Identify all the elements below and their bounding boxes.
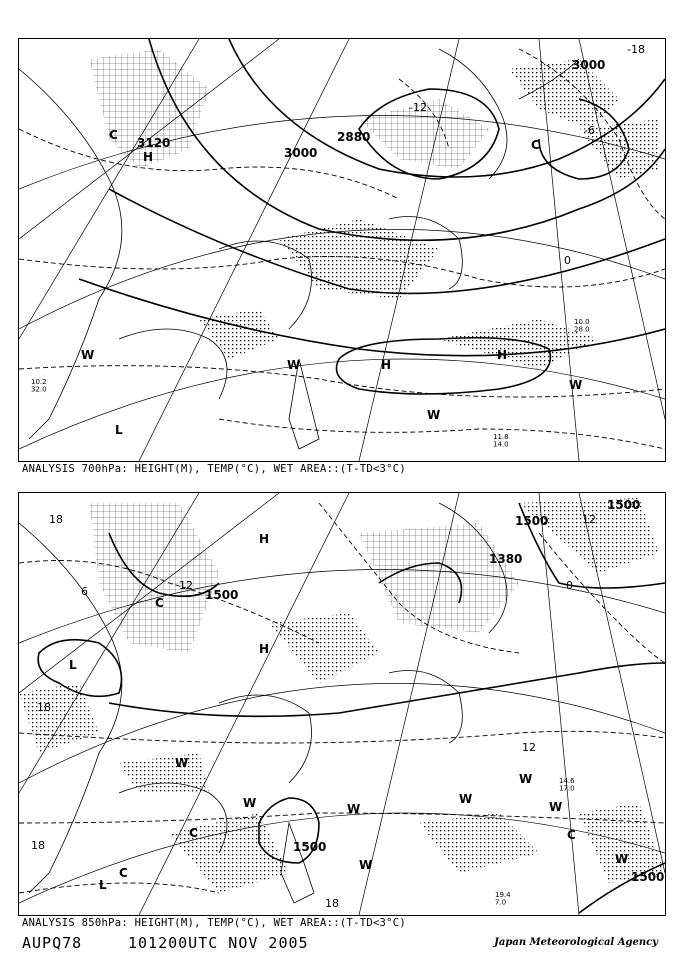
- temp-label: 12: [179, 579, 193, 592]
- center-label: H: [143, 150, 154, 164]
- center-label: W: [459, 792, 473, 806]
- center-label: W: [519, 772, 533, 786]
- center-label: W: [569, 378, 583, 392]
- map-850hpa-svg: [19, 493, 665, 915]
- height-label: 1380: [489, 552, 523, 566]
- height-label: 1500: [205, 588, 239, 602]
- map-panel-850hpa: [18, 492, 666, 916]
- temp-label: -6: [584, 124, 595, 137]
- valid-time: 101200UTC NOV 2005: [128, 934, 309, 952]
- temp-label: 18: [325, 897, 339, 910]
- caption-850hpa: ANALYSIS 850hPa: HEIGHT(M), TEMP(°C), WET AREA::(T-TD<3°C): [22, 917, 407, 929]
- center-label: W: [81, 348, 95, 362]
- center-label: L: [99, 878, 107, 892]
- temp-label: -18: [627, 43, 645, 56]
- center-label: W: [175, 756, 189, 770]
- station-value: 10.0 28.0: [574, 318, 590, 334]
- station-value: 19.4 7.0: [495, 891, 511, 907]
- center-label: W: [549, 800, 563, 814]
- station-value: 10.2 32.0: [31, 378, 47, 394]
- center-label: C: [119, 866, 128, 880]
- center-label: H: [259, 642, 270, 656]
- station-value: 11.8 14.0: [493, 433, 509, 449]
- temp-label: 0: [564, 254, 571, 267]
- center-label: W: [615, 852, 629, 866]
- temp-label: -12: [409, 101, 427, 114]
- center-label: L: [69, 658, 77, 672]
- center-label: W: [427, 408, 441, 422]
- temp-label: 18: [37, 701, 51, 714]
- center-label: C: [567, 828, 576, 842]
- center-label: H: [259, 532, 270, 546]
- temp-label: 18: [49, 513, 63, 526]
- chart-code: AUPQ78: [22, 934, 83, 952]
- temp-label: 12: [522, 741, 536, 754]
- center-label: W: [347, 802, 361, 816]
- agency-name: Japan Meteorological Agency: [494, 937, 658, 948]
- height-label: 1500: [515, 514, 549, 528]
- center-label: H: [381, 358, 392, 372]
- center-label: H: [497, 348, 508, 362]
- height-label: 1500: [293, 840, 327, 854]
- height-label: 2880: [337, 130, 371, 144]
- center-label: W: [287, 358, 301, 372]
- height-label: 1500: [631, 870, 665, 884]
- temp-label: 12: [582, 513, 596, 526]
- center-label: C: [109, 128, 118, 142]
- height-label: 1500: [607, 498, 641, 512]
- center-label: W: [243, 796, 257, 810]
- center-label: C: [531, 138, 540, 152]
- map-700hpa-svg: [19, 39, 665, 461]
- temp-label: 0: [566, 579, 573, 592]
- height-label: 3000: [284, 146, 318, 160]
- center-label: C: [189, 826, 198, 840]
- station-value: 14.6 17.0: [559, 777, 575, 793]
- temp-label: 6: [81, 585, 88, 598]
- center-label: L: [115, 423, 123, 437]
- temp-label: 18: [31, 839, 45, 852]
- height-label: 3120: [137, 136, 171, 150]
- height-label: 3000: [572, 58, 606, 72]
- caption-700hpa: ANALYSIS 700hPa: HEIGHT(M), TEMP(°C), WET AREA::(T-TD<3°C): [22, 463, 407, 475]
- center-label: C: [155, 596, 164, 610]
- map-panel-700hpa: [18, 38, 666, 462]
- center-label: W: [359, 858, 373, 872]
